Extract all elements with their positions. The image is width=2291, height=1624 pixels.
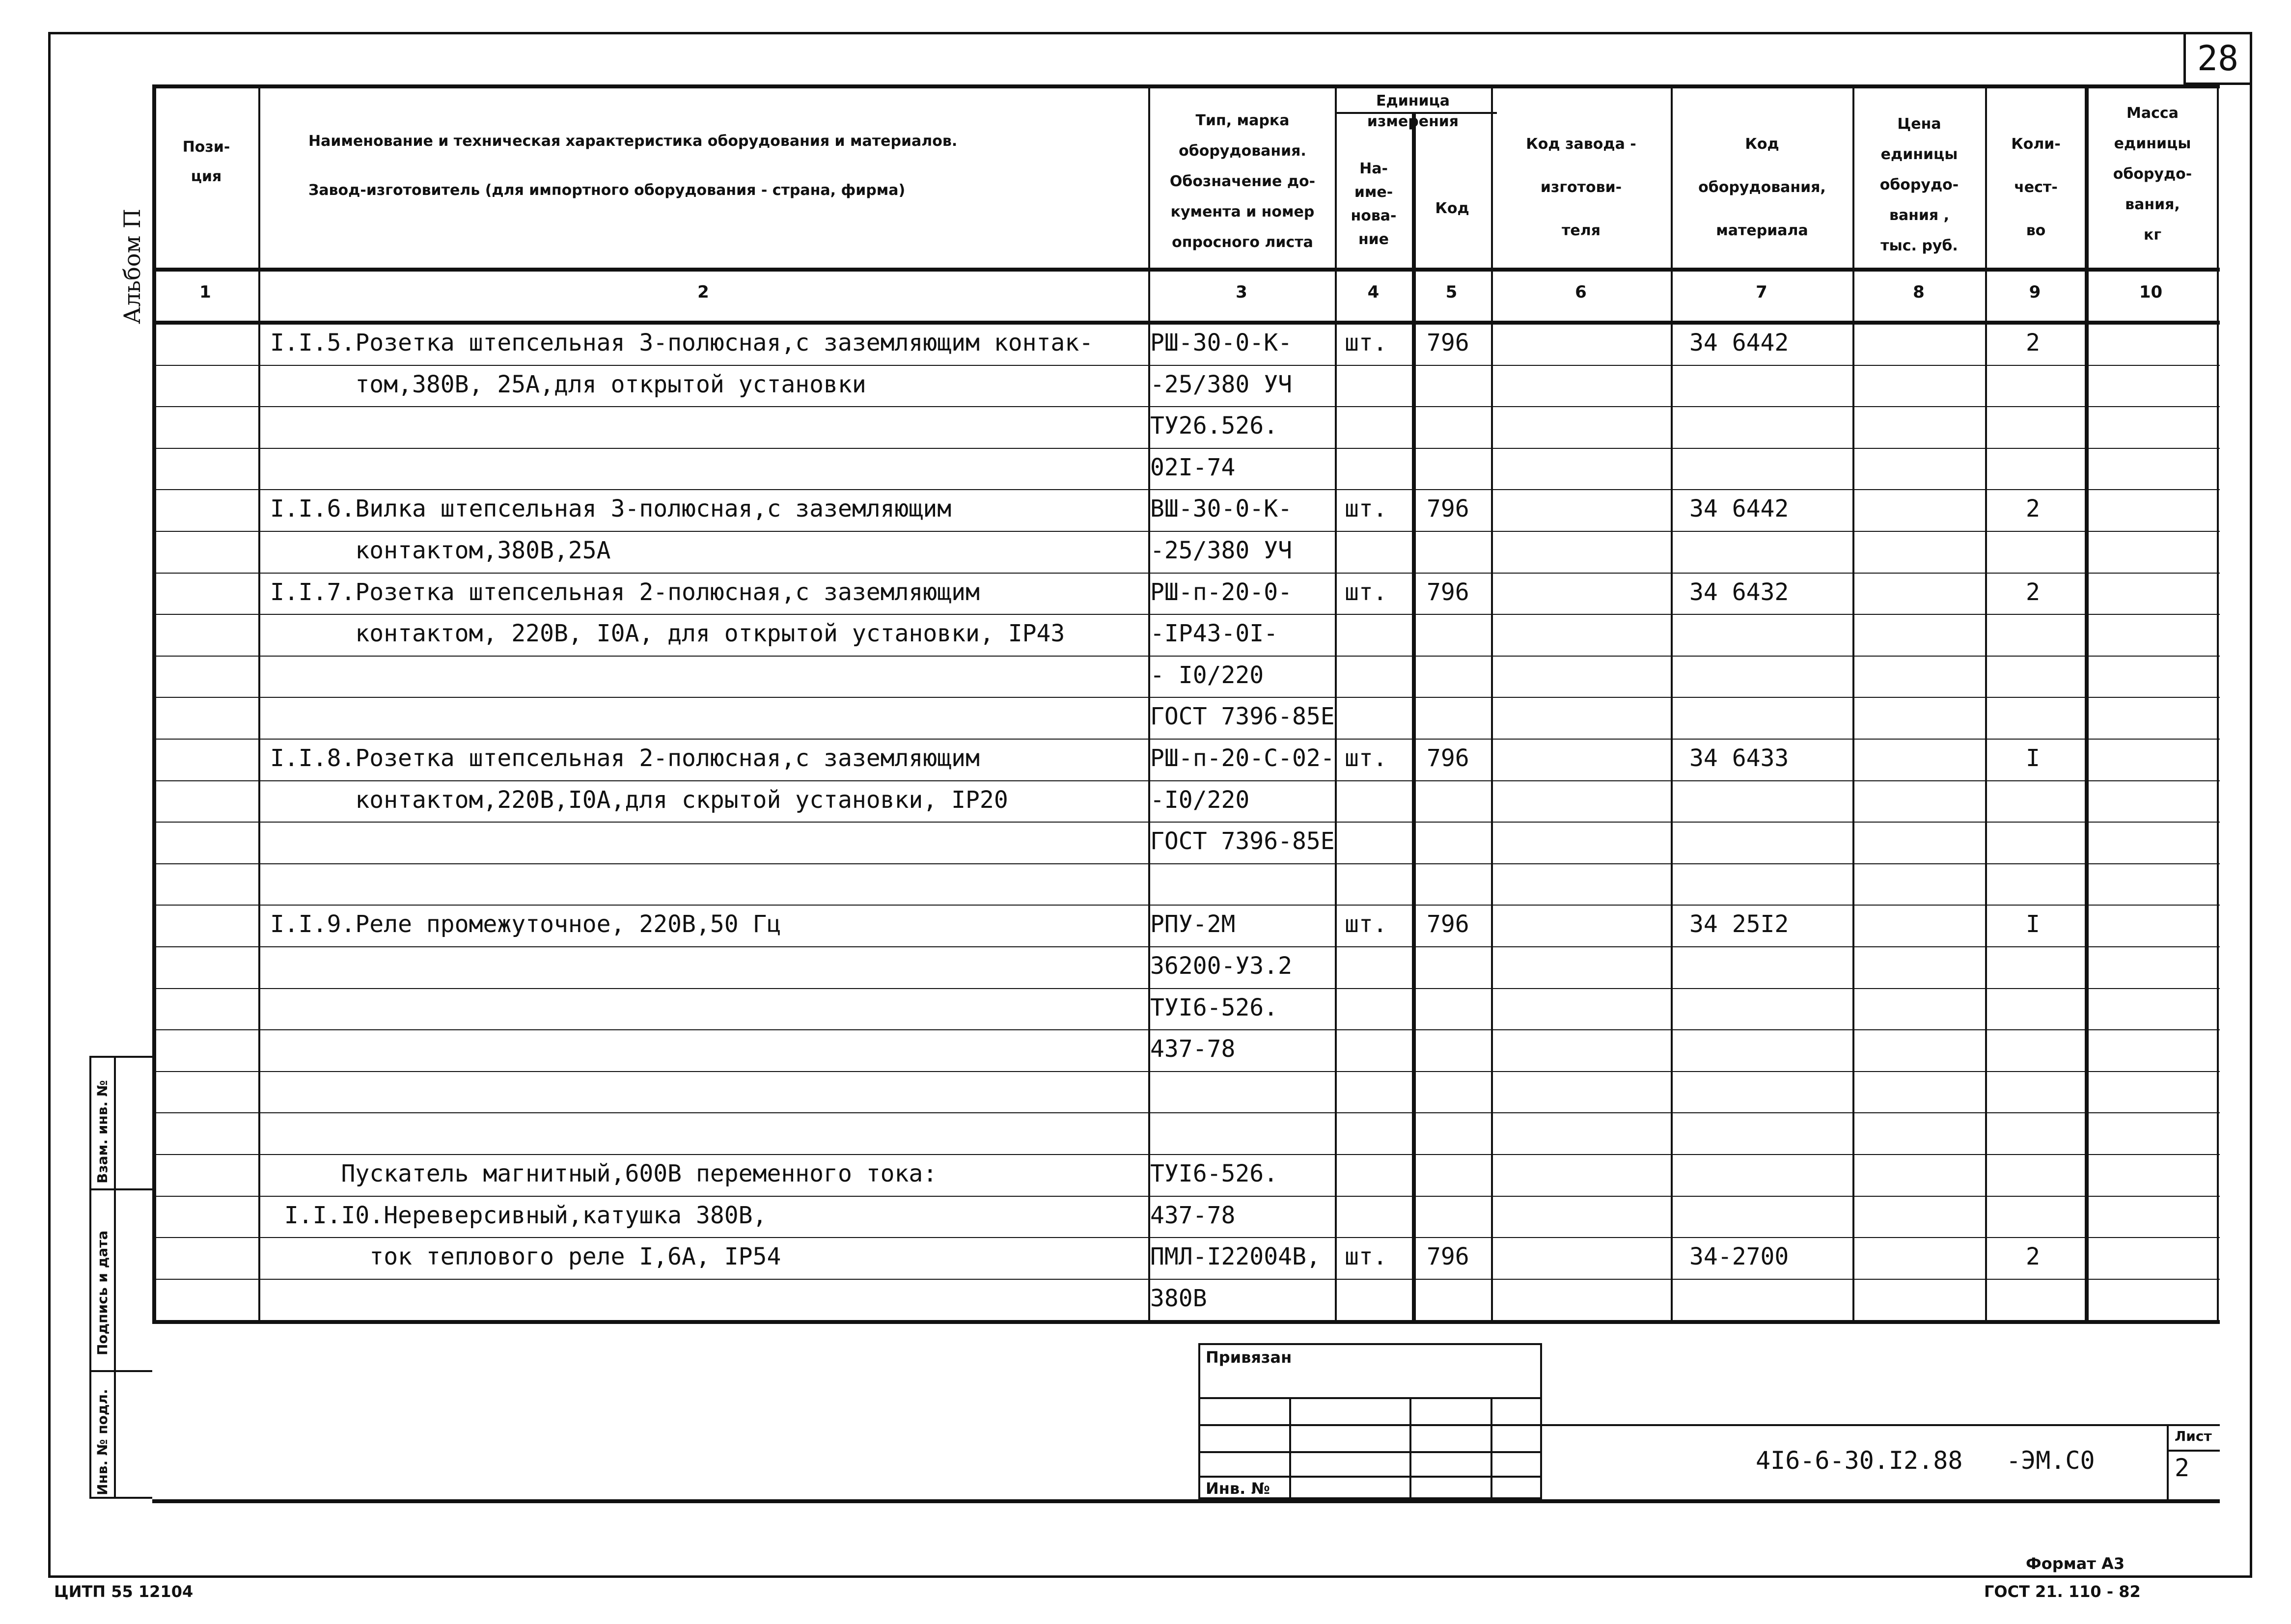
column-number: 8 [1913, 282, 1925, 302]
row-type: 380В [1150, 1285, 1207, 1312]
row-unit: шт. [1345, 495, 1387, 523]
row-type: 36200-У3.2 [1150, 952, 1292, 980]
header-mass: Масса единицы оборудо- вания, кг [2113, 105, 2192, 244]
row-type: ТУI6-526. [1150, 1160, 1278, 1187]
row-type: ТУI6-526. [1150, 994, 1278, 1021]
row-name: I.I.I0.Нереверсивный,катушка 380В, [270, 1202, 767, 1229]
stamp-replacement: Взам. инв. № [94, 1080, 110, 1184]
row-name: I.I.9.Реле промежуточное, 220В,50 Гц [270, 910, 781, 938]
header-price: Цена единицы оборудо- вания , тыс. руб. [1879, 115, 1959, 254]
header-unit-name: На- име- нова- ние [1351, 160, 1397, 248]
row-type: -IP43-0I- [1150, 620, 1278, 647]
row-name: Пускатель магнитный,600В переменного тока: [270, 1160, 938, 1187]
row-quantity: I [2026, 744, 2040, 772]
row-quantity: 2 [2026, 1243, 2040, 1270]
row-type: 437-78 [1150, 1202, 1236, 1229]
row-unit: шт. [1345, 1243, 1387, 1270]
row-name: контактом,220В,I0А,для скрытой установки, IP20 [270, 786, 1008, 814]
column-number: 4 [1367, 282, 1380, 302]
row-name: I.I.6.Вилка штепсельная 3-полюсная,с заземляющим [270, 495, 952, 523]
row-unit: шт. [1345, 578, 1387, 606]
row-equipment-code: 34 6442 [1689, 329, 1789, 357]
header-equipment-code: Код оборудования, материала [1698, 136, 1826, 239]
row-unit-code: 796 [1427, 1243, 1469, 1270]
row-equipment-code: 34 6442 [1689, 495, 1789, 523]
column-number: 9 [2029, 282, 2041, 302]
row-name: I.I.5.Розетка штепсельная 3-полюсная,с заземляющим контак- [270, 329, 1094, 357]
footer-gost: ГОСТ 21. 110 - 82 [1984, 1582, 2141, 1601]
row-unit-code: 796 [1427, 578, 1469, 606]
bound-title: Привязан [1206, 1348, 1292, 1367]
row-quantity: 2 [2026, 495, 2040, 523]
footer-format: Формат А3 [2026, 1554, 2125, 1573]
row-type: РШ-30-0-К- [1150, 329, 1292, 357]
header-type: Тип, марка оборудования. Обозначение до- кумента и номер опросного листа [1169, 112, 1316, 251]
row-unit-code: 796 [1427, 495, 1469, 523]
document-suffix: -ЭМ.С0 [2006, 1446, 2095, 1475]
row-type: -25/380 УЧ [1150, 537, 1292, 564]
row-equipment-code: 34 25I2 [1689, 910, 1789, 938]
header-quantity: Коли- чест- во [2011, 136, 2061, 239]
row-name: I.I.7.Розетка штепсельная 2-полюсная,с заземляющим [270, 578, 980, 606]
row-quantity: 2 [2026, 578, 2040, 606]
row-name: том,380В, 25А,для открытой установки [270, 371, 866, 398]
column-number: 7 [1756, 282, 1767, 302]
row-equipment-code: 34 6432 [1689, 578, 1789, 606]
row-type: ПМЛ-I22004В, [1150, 1243, 1321, 1270]
row-unit-code: 796 [1427, 910, 1469, 938]
column-number: 5 [1445, 282, 1458, 302]
row-equipment-code: 34-2700 [1689, 1243, 1789, 1270]
sheet-label: Лист [2175, 1428, 2212, 1444]
row-unit: шт. [1345, 744, 1387, 772]
bound-inventory-label: Инв. № [1206, 1479, 1270, 1498]
row-unit-code: 796 [1427, 329, 1469, 357]
stamp-signature-date: Подпись и дата [94, 1230, 110, 1355]
column-number: 6 [1575, 282, 1587, 302]
header-name: Наименование и техническая характеристика оборудования и материалов. Завод-изготовитель (для импортного оборудования - страна, фирма) [308, 133, 958, 199]
row-quantity: I [2026, 910, 2040, 938]
header-factory-code: Код завода - изготови- теля [1526, 136, 1636, 239]
row-type: -I0/220 [1150, 786, 1250, 814]
column-number: 1 [199, 282, 211, 302]
sheet-value: 2 [2175, 1454, 2190, 1482]
album-label: Альбом П [119, 208, 145, 324]
column-number: 2 [697, 282, 709, 302]
row-type: РШ-п-20-С-02- [1150, 744, 1335, 772]
header-unit: Единица измерения [1367, 92, 1459, 130]
header-position: Пози- ция [182, 138, 230, 185]
row-unit-code: 796 [1427, 744, 1469, 772]
row-type: ГОСТ 7396-85Е [1150, 703, 1335, 730]
row-type: ВШ-30-0-К- [1150, 495, 1292, 523]
row-unit: шт. [1345, 910, 1387, 938]
column-number: 10 [2139, 282, 2163, 302]
row-quantity: 2 [2026, 329, 2040, 357]
row-type: ТУ26.526. [1150, 412, 1278, 440]
row-name: контактом, 220В, I0А, для открытой установки, IP43 [270, 620, 1065, 647]
row-type: 02I-74 [1150, 454, 1236, 481]
row-name: I.I.8.Розетка штепсельная 2-полюсная,с заземляющим [270, 744, 980, 772]
column-number: 3 [1236, 282, 1247, 302]
row-type: 437-78 [1150, 1035, 1236, 1063]
row-unit: шт. [1345, 329, 1387, 357]
sheet-number: 28 [2183, 32, 2252, 85]
header-unit-code: Код [1435, 200, 1469, 217]
row-type: - I0/220 [1150, 661, 1264, 689]
stamp-original-inventory: Инв. № подл. [94, 1389, 110, 1495]
row-equipment-code: 34 6433 [1689, 744, 1789, 772]
row-type: -25/380 УЧ [1150, 371, 1292, 398]
row-name: контактом,380В,25А [270, 537, 611, 564]
row-type: РШ-п-20-0- [1150, 578, 1292, 606]
row-type: ГОСТ 7396-85Е [1150, 827, 1335, 855]
document-code: 4I6-6-30.I2.88 [1756, 1446, 1963, 1475]
footer-left: ЦИТП 55 12104 [54, 1582, 193, 1601]
row-name: ток теплового реле I,6А, IP54 [270, 1243, 781, 1270]
row-type: РПУ-2М [1150, 910, 1236, 938]
